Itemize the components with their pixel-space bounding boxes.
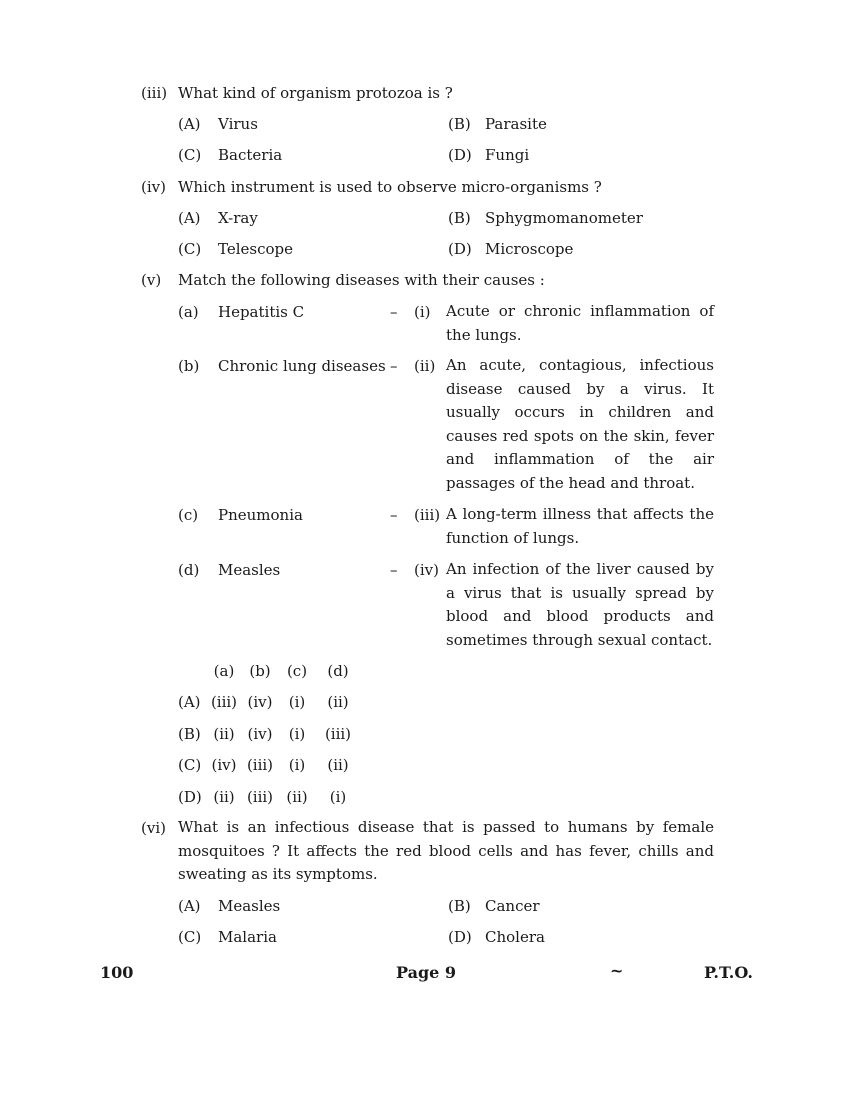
match-letter: (b): [178, 357, 200, 375]
option-text: Measles: [218, 897, 281, 915]
option-letter: (A): [178, 897, 201, 915]
option-letter: (A): [178, 115, 201, 133]
answer-header: (d): [327, 662, 349, 680]
answer-value: (i): [288, 693, 306, 711]
option-text: Microscope: [485, 240, 574, 258]
option-letter: (D): [178, 788, 202, 806]
option-text: Malaria: [218, 928, 277, 946]
match-dash: –: [390, 561, 398, 579]
question-text: Which instrument is used to observe micro-organisms ?: [178, 178, 602, 196]
match-item: Measles: [218, 561, 281, 579]
option-text: Parasite: [485, 115, 547, 133]
option-letter: (C): [178, 756, 202, 774]
match-description: Acute or chronic inflammation of the lungs.: [446, 302, 714, 344]
answer-value: (iii): [324, 725, 352, 743]
option-text: Telescope: [218, 240, 293, 258]
option-letter: (D): [448, 928, 472, 946]
answer-value: (iv): [247, 725, 273, 743]
match-letter: (c): [178, 506, 199, 524]
option-text: Fungi: [485, 146, 530, 164]
option-text: Virus: [218, 115, 258, 133]
answer-value: (i): [288, 725, 306, 743]
question-number: (iv): [141, 178, 166, 196]
option-text: X-ray: [218, 209, 258, 227]
option-letter: (B): [448, 897, 471, 915]
option-letter: (C): [178, 240, 202, 258]
answer-header: (b): [249, 662, 271, 680]
match-dash: –: [390, 357, 398, 375]
answer-value: (iii): [210, 693, 238, 711]
answer-value: (iv): [247, 693, 273, 711]
option-letter: (B): [448, 209, 471, 227]
answer-value: (ii): [327, 693, 349, 711]
answer-value: (ii): [213, 725, 235, 743]
question-number: (v): [141, 271, 162, 289]
page-number: Page 9: [396, 963, 457, 982]
answer-value: (i): [329, 788, 347, 806]
tilde-mark: ~: [610, 961, 624, 980]
option-letter: (B): [178, 725, 201, 743]
option-text: Sphygmomanometer: [485, 209, 643, 227]
answer-value: (ii): [286, 788, 308, 806]
option-letter: (C): [178, 928, 202, 946]
option-text: Cholera: [485, 928, 545, 946]
answer-value: (iii): [246, 788, 274, 806]
answer-value: (ii): [327, 756, 349, 774]
match-dash: –: [390, 506, 398, 524]
question-text: What kind of organism protozoa is ?: [178, 84, 453, 102]
match-roman: (iv): [414, 561, 439, 579]
match-item: Chronic lung diseases: [218, 357, 386, 375]
option-letter: (A): [178, 209, 201, 227]
match-description: An infection of the liver caused by a virus that is usually spread by blood and blood products and sometimes through sexual contact.: [446, 560, 714, 649]
answer-value: (ii): [213, 788, 235, 806]
pto-label: P.T.O.: [704, 963, 753, 982]
match-description: A long-term illness that affects the function of lungs.: [446, 505, 714, 547]
question-text: Match the following diseases with their causes :: [178, 271, 545, 289]
question-number: (iii): [141, 84, 168, 102]
match-letter: (a): [178, 303, 199, 321]
option-letter: (C): [178, 146, 202, 164]
answer-value: (i): [288, 756, 306, 774]
option-text: Cancer: [485, 897, 540, 915]
question-text: What is an infectious disease that is passed to humans by female mosquitoes ? It affects the red blood cells and has fever, chills and sweating as its symptoms.: [178, 818, 714, 883]
match-letter: (d): [178, 561, 200, 579]
match-roman: (ii): [414, 357, 436, 375]
match-roman: (i): [414, 303, 431, 321]
option-letter: (A): [178, 693, 201, 711]
answer-header: (a): [213, 662, 235, 680]
question-number: (vi): [141, 819, 166, 837]
option-text: Bacteria: [218, 146, 283, 164]
answer-value: (iv): [211, 756, 237, 774]
paper-code: 100: [100, 963, 134, 982]
option-letter: (D): [448, 240, 472, 258]
option-letter: (B): [448, 115, 471, 133]
match-item: Hepatitis C: [218, 303, 305, 321]
match-dash: –: [390, 303, 398, 321]
answer-header: (c): [286, 662, 308, 680]
option-letter: (D): [448, 146, 472, 164]
match-item: Pneumonia: [218, 506, 303, 524]
match-description: An acute, contagious, infectious disease caused by a virus. It usually occurs in children and causes red spots on the skin, fever and inflammation of the air passages of the head and throat.: [446, 356, 714, 492]
answer-value: (iii): [246, 756, 274, 774]
match-roman: (iii): [414, 506, 441, 524]
